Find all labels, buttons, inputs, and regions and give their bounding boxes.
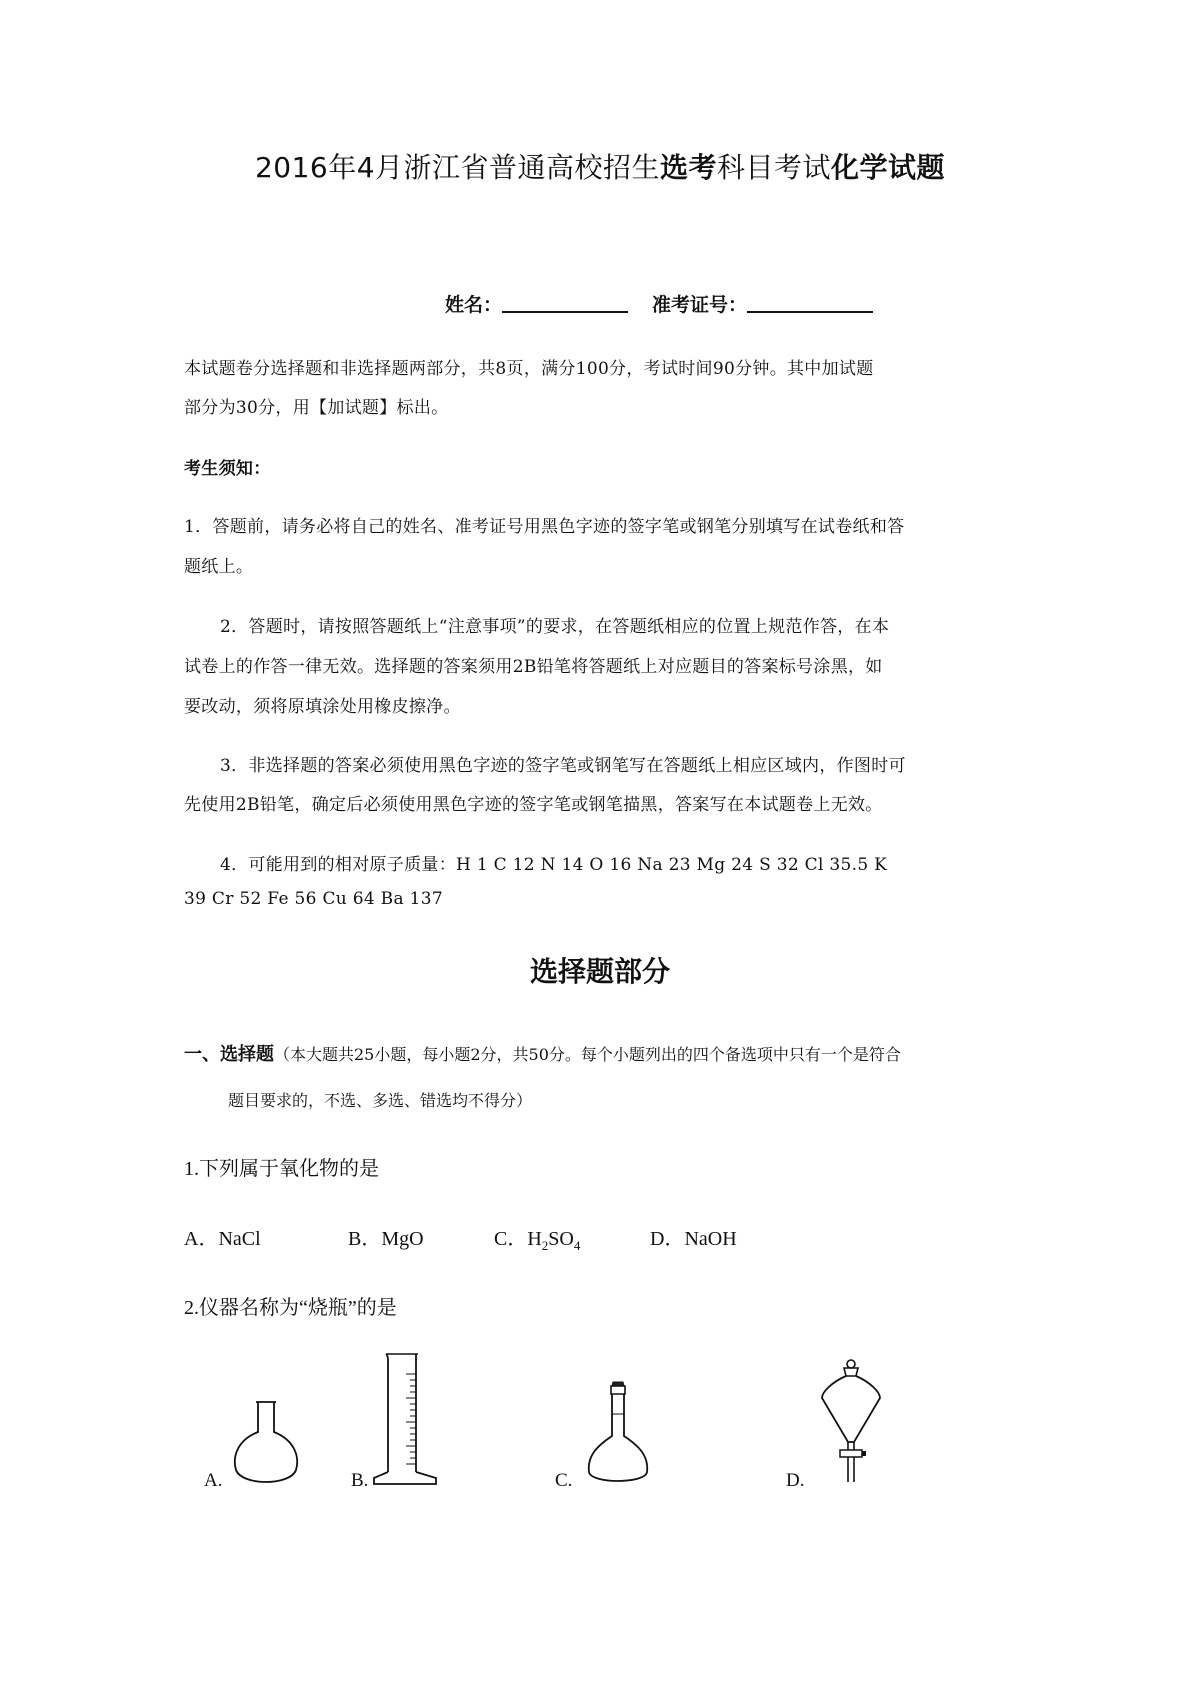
notice-item-3-line-2: 先使用2B铅笔，确定后必须使用黑色字迹的签字笔或钢笔描黑，答案写在本试题卷上无效。 [184,795,883,815]
separatory-funnel-icon [818,1358,884,1488]
q2-option-d-label: D. [786,1470,805,1491]
part-one-desc-line-1: （本大题共25小题，每小题2分，共50分。每个小题列出的四个备选项中只有一个是符合 [274,1045,901,1064]
part-one-header [184,1040,901,1066]
notice-item-1-line-1: 1．答题前，请务必将自己的姓名、准考证号用黑色字迹的签字笔或钢笔分别填写在试卷纸和答 [184,517,905,537]
q1-option-c-prefix: C．H [494,1228,542,1250]
q1-option-d: D．NaOH [650,1228,737,1250]
intro-line-2: 部分为30分，用【加试题】标出。 [184,398,449,418]
candidate-info-line [445,290,873,317]
round-bottom-flask-icon [230,1400,302,1490]
q1-option-b: B．MgO [348,1228,424,1250]
title-part-3: 科目考试 [717,151,832,184]
q1-option-c-sub-2: 4 [573,1238,581,1253]
volumetric-flask-icon [583,1380,653,1490]
question-1-stem: 1.下列属于氧化物的是 [184,1158,379,1180]
notice-item-4-line-1: 4．可能用到的相对原子质量：H 1 C 12 N 14 O 16 Na 23 Mg 24 S 32 Cl 35.5 K [220,855,888,875]
exam-number-label: 准考证号： [652,294,748,316]
notice-item-4-line-2: 39 Cr 52 Fe 56 Cu 64 Ba 137 [184,889,443,909]
q1-option-c-sub-1: 2 [541,1238,549,1253]
name-blank[interactable] [502,293,628,313]
q2-option-b-label: B. [351,1470,369,1491]
notice-item-1-line-2: 题纸上。 [184,557,254,577]
notice-item-2-line-2: 试卷上的作答一律无效。选择题的答案须用2B铅笔将答题纸上对应题目的答案标号涂黑，如 [184,657,883,677]
exam-number-blank[interactable] [747,293,873,313]
notice-item-3-line-1: 3．非选择题的答案必须使用黑色字迹的签字笔或钢笔写在答题纸上相应区域内，作图时可 [220,756,906,776]
exam-title [0,146,1200,186]
q2-option-c-label: C. [555,1470,573,1491]
intro-line-1: 本试题卷分选择题和非选择题两部分，共8页，满分100分，考试时间90分钟。其中加试题 [184,359,874,379]
graduated-cylinder-icon [372,1352,438,1490]
q1-option-c [494,1222,580,1254]
question-2-stem: 2.仪器名称为“烧瓶”的是 [184,1297,397,1319]
name-label: 姓名： [445,294,503,316]
notice-item-2-line-1: 2．答题时，请按照答题纸上“注意事项”的要求，在答题纸相应的位置上规范作答，在本 [220,617,890,637]
q1-option-c-mid: SO [548,1228,574,1250]
title-part-2: 选考 [660,151,718,184]
part-one-desc-line-2: 题目要求的，不选、多选、错选均不得分） [228,1091,533,1110]
notice-heading: 考生须知： [184,459,271,479]
q2-option-a-label: A. [204,1470,223,1491]
notice-item-2-line-3: 要改动，须将原填涂处用橡皮擦净。 [184,697,461,717]
title-part-4: 化学试题 [831,151,946,184]
part-one-heading: 一、选择题 [184,1044,274,1065]
title-part-1: 2016年4月浙江省普通高校招生 [254,151,661,184]
section-title: 选择题部分 [529,955,670,988]
q1-option-a: A．NaCl [184,1228,261,1250]
